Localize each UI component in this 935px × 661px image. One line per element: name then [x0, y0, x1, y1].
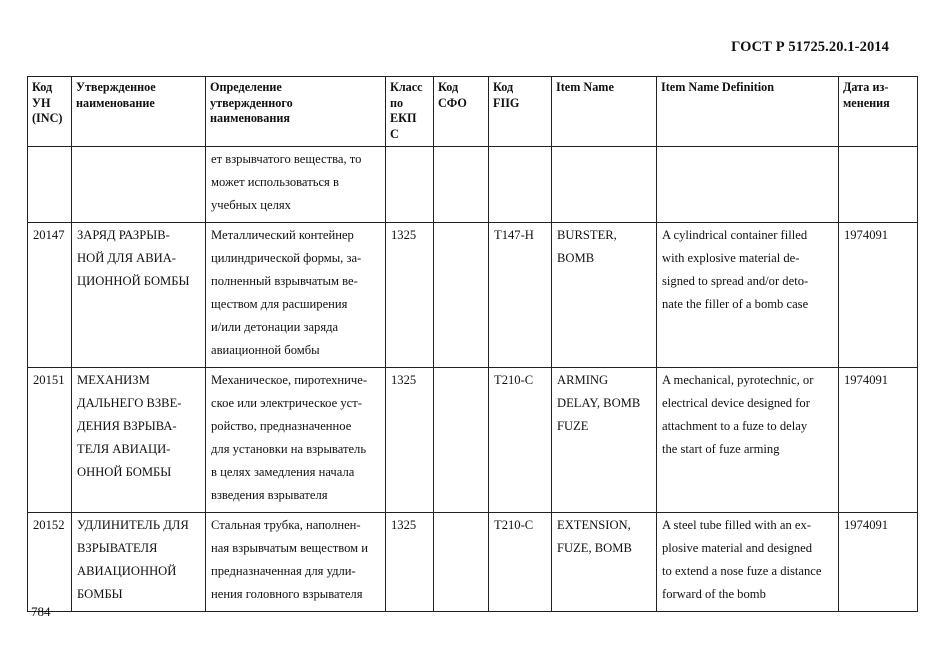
cell-line: ЦИОННОЙ БОМБЫ — [77, 274, 190, 288]
cell-line: ТЕЛЯ АВИАЦИ- — [77, 442, 171, 456]
header-line: наименования — [210, 111, 290, 125]
cell-line: A steel tube filled with an ex- — [662, 518, 811, 532]
cell-line: ройство, предназначенное — [211, 419, 352, 433]
header-fiig-code — [489, 77, 552, 147]
header-line: FIIG — [493, 95, 520, 110]
cell-line: to extend a nose fuze a distance — [662, 564, 822, 578]
header-line: Item Name Definition — [661, 80, 775, 94]
cell-line: в целях замедления начала — [211, 465, 355, 479]
cell-line: для установки на взрыватель — [211, 442, 367, 456]
header-item-name — [552, 77, 657, 147]
cell-fiig-code — [489, 147, 552, 223]
header-line: С — [390, 126, 399, 141]
header-line: ЕКП — [390, 111, 417, 125]
cell-line: the start of fuze arming — [662, 442, 780, 456]
cell-item-definition — [657, 223, 839, 368]
cell-line: Металлический контейнер — [211, 228, 354, 242]
header-line: Класс — [390, 80, 423, 94]
cell-line: ОННОЙ БОМБЫ — [77, 465, 172, 479]
cell-line: BOMB — [557, 251, 595, 265]
cell-line: FUZE — [557, 419, 589, 433]
document-code: ГОСТ Р 51725.20.1-2014 — [731, 39, 889, 55]
cell-line: и/или детонации заряда — [211, 320, 339, 334]
cell-line: ское или электрическое уст- — [211, 396, 362, 410]
cell-line: ет взрывчатого вещества, то — [211, 152, 362, 166]
header-definition — [206, 77, 386, 147]
header-line: Определение — [210, 80, 282, 94]
cell-sfo-code — [434, 368, 489, 513]
table-row — [28, 147, 918, 223]
cell-inc-code — [28, 147, 72, 223]
cell-line: нения головного взрывателя — [211, 587, 363, 601]
header-line: Item Name — [556, 80, 614, 94]
cell-line: авиационной бомбы — [211, 343, 320, 357]
cell-line: signed to spread and/or deto- — [662, 274, 809, 288]
cell-line: A mechanical, pyrotechnic, or — [662, 373, 814, 387]
table-row — [28, 513, 918, 612]
cell-approved-name — [72, 513, 206, 612]
cell-approved-name — [72, 368, 206, 513]
header-change-date — [839, 77, 918, 147]
header-approved-name — [72, 77, 206, 147]
cell-line: предназначенная для удли- — [211, 564, 356, 578]
cell-line: учебных целях — [211, 198, 291, 212]
cell-line: АВИАЦИОННОЙ — [77, 564, 177, 578]
cell-line: ДАЛЬНЕГО ВЗВЕ- — [77, 396, 182, 410]
cell-line: ная взрывчатым веществом и — [211, 541, 369, 555]
cell-line: EXTENSION, — [557, 518, 631, 532]
cell-class: 1325 — [386, 513, 434, 612]
cell-fiig-code: T210-C — [489, 368, 552, 513]
cell-line: plosive material and designed — [662, 541, 813, 555]
header-line: утвержденного — [210, 95, 293, 110]
header-line: по — [390, 95, 404, 110]
cell-definition — [206, 147, 386, 223]
cell-definition — [206, 368, 386, 513]
table-body — [28, 147, 918, 612]
cell-line: ВЗРЫВАТЕЛЯ — [77, 541, 158, 555]
cell-line: полненный взрывчатым ве- — [211, 274, 358, 288]
cell-line: DELAY, BOMB — [557, 396, 641, 410]
cell-sfo-code — [434, 223, 489, 368]
cell-line: Механическое, пиротехниче- — [211, 373, 368, 387]
header-line: (INC) — [32, 111, 63, 125]
cell-line: with explosive material de- — [662, 251, 800, 265]
header-item-definition — [657, 77, 839, 147]
cell-item-name — [552, 147, 657, 223]
header-line: менения — [843, 95, 890, 110]
header-row — [28, 77, 918, 147]
cell-sfo-code — [434, 147, 489, 223]
cell-class: 1325 — [386, 368, 434, 513]
cell-item-definition — [657, 513, 839, 612]
cell-change-date — [839, 147, 918, 223]
page-number: 784 — [31, 604, 51, 619]
cell-line: может использоваться в — [211, 175, 339, 189]
header-line: Код — [493, 80, 514, 94]
cell-item-name — [552, 223, 657, 368]
cell-line: ARMING — [557, 373, 609, 387]
header-line: наименование — [76, 95, 155, 110]
table-row — [28, 368, 918, 513]
cell-line: forward of the bomb — [662, 587, 766, 601]
cell-line: МЕХАНИЗМ — [77, 373, 150, 387]
header-sfo-code — [434, 77, 489, 147]
cell-line: БОМБЫ — [77, 587, 123, 601]
cell-line: attachment to a fuze to delay — [662, 419, 808, 433]
header-line: Утвержденное — [76, 80, 156, 94]
cell-item-definition — [657, 147, 839, 223]
cell-class: 1325 — [386, 223, 434, 368]
table-row — [28, 223, 918, 368]
header-line: Дата из- — [843, 80, 889, 94]
header-class — [386, 77, 434, 147]
header-line: Код — [438, 80, 459, 94]
header-inc-code — [28, 77, 72, 147]
header-line: УН — [32, 95, 51, 110]
cell-sfo-code — [434, 513, 489, 612]
header-line: СФО — [438, 95, 467, 110]
cell-line: ДЕНИЯ ВЗРЫВА- — [77, 419, 177, 433]
cell-line: BURSTER, — [557, 228, 617, 242]
cell-line: ЗАРЯД РАЗРЫВ- — [77, 228, 170, 242]
header-line: Код — [32, 80, 53, 94]
cell-line: FUZE, BOMB — [557, 541, 632, 555]
cell-line: electrical device designed for — [662, 396, 810, 410]
cell-inc-code: 20151 — [28, 368, 72, 513]
cell-class — [386, 147, 434, 223]
cell-line: ществом для расширения — [211, 297, 348, 311]
cell-line: nate the filler of a bomb case — [662, 297, 809, 311]
cell-fiig-code: T147-H — [489, 223, 552, 368]
cell-approved-name — [72, 147, 206, 223]
cell-change-date: 1974091 — [839, 223, 918, 368]
cell-item-definition — [657, 368, 839, 513]
cell-item-name — [552, 513, 657, 612]
cell-change-date: 1974091 — [839, 368, 918, 513]
cell-item-name — [552, 368, 657, 513]
cell-inc-code: 20147 — [28, 223, 72, 368]
cell-line: НОЙ ДЛЯ АВИА- — [77, 251, 176, 265]
cell-approved-name — [72, 223, 206, 368]
cell-definition — [206, 223, 386, 368]
cell-change-date: 1974091 — [839, 513, 918, 612]
cell-inc-code: 20152 — [28, 513, 72, 612]
cell-line: Стальная трубка, наполнен- — [211, 518, 361, 532]
cell-fiig-code: T210-C — [489, 513, 552, 612]
cell-line: A cylindrical container filled — [662, 228, 808, 242]
cell-line: УДЛИНИТЕЛЬ ДЛЯ — [77, 518, 189, 532]
catalog-table — [27, 76, 918, 612]
cell-line: взведения взрывателя — [211, 488, 328, 502]
cell-line: цилиндрической формы, за- — [211, 251, 362, 265]
cell-definition — [206, 513, 386, 612]
